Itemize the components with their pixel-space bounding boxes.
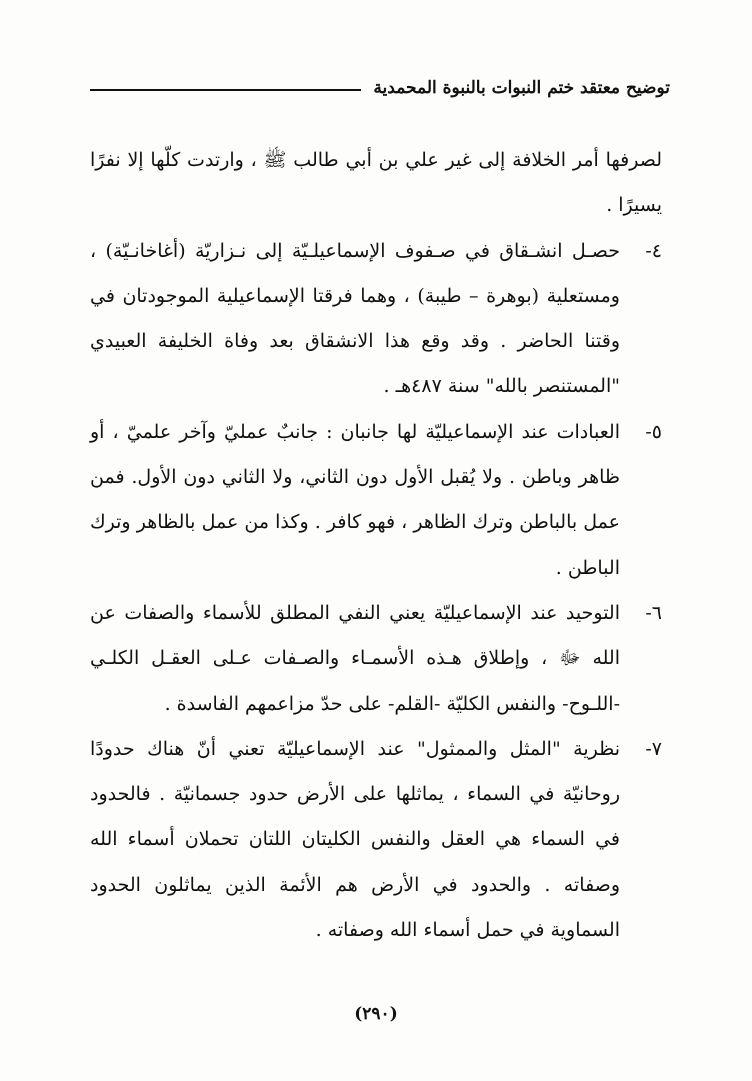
paragraph-text: العبادات عند الإسماعيليّة لها جانبان : جانبٌ عمليّ وآخر علميّ ، أو ظاهر وباطن . ولا يُقبل الأول دون الثاني، ولا الثاني دون الأول. فمن عمل بالباطن وترك الظاهر ، فهو كافر . وكذا من عمل بالظاهر وترك الباطن . — [90, 420, 620, 579]
paragraph-text: نظرية "المثل والممثول" عند الإسماعيليّة تعني أنّ هناك حدودًا روحانيّة في السماء ، يماثلها على الأرض حدود جسمانيّة . فالحدود في السماء هي العقل والنفس الكليتان اللتان تحملان أسماء الله وصفاته . والحدود في الأرض هم الأئمة الذين يماثلون الحدود السماوية في حمل أسماء الله وصفاته . — [90, 737, 620, 942]
paragraph-text: لصرفها أمر الخلافة إلى غير علي بن أبي طالب ﷺ ، وارتدت كلّها إلا نفرًا يسيرًا . — [90, 149, 662, 217]
paragraph-text: التوحيد عند الإسماعيليّة يعني النفي المطلق للأسماء والصفات عن الله ﷻ ، وإطلاق هـذه الأسمـاء والصـفات عـلى العقـل الكلـي -اللـوح- والنفس الكليّة -القلم- على حدّ مزاعمهم الفاسدة . — [90, 601, 620, 715]
numbered-item-6 — [90, 591, 662, 727]
paragraph-continuation — [90, 138, 662, 229]
numbered-item-7 — [90, 727, 662, 953]
header-rule — [90, 89, 361, 91]
item-number: ٧- — [645, 737, 662, 760]
running-header — [90, 68, 670, 108]
item-number: ٦- — [645, 601, 662, 624]
paragraph-text: حصـل انشـقاق في صـفوف الإسماعيلـيّة إلى نـزاريّة (أغاخانـيّة) ، ومستعلية (بوهرة – طيبة) ، وهما فرقتا الإسماعيلية الموجودتان في وقتنا الحاضر . وقد وقع هذا الانشقاق بعد وفاة الخليفة العبيدي "المستنصر بالله" سنة ٤٨٧هـ . — [90, 239, 620, 398]
numbered-item-5 — [90, 410, 662, 591]
numbered-item-4 — [90, 229, 662, 410]
page-body — [90, 138, 662, 953]
item-number: ٤- — [645, 239, 662, 262]
item-number: ٥- — [645, 420, 662, 443]
header-title: توضيح معتقد ختم النبوات بالنبوة المحمدية — [373, 78, 670, 98]
page-number: (٢٩٠) — [354, 1004, 398, 1024]
